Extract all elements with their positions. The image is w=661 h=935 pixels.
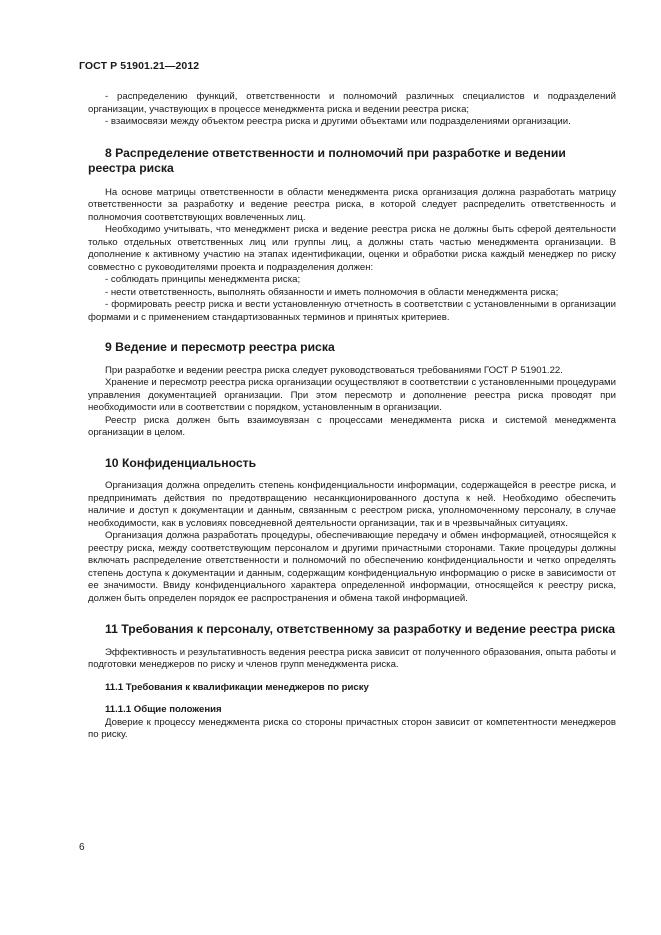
section-11-paragraph: Эффективность и результативность ведения реестра риска зависит от полученного образования, опыта работы и подготовки менеджеров по риску и членов групп менеджмента риска. [88, 646, 616, 670]
subsection-11-1-1-paragraph: Доверие к процессу менеджмента риска со стороны причастных сторон зависит от компетентности менеджеров по риску. [88, 716, 616, 740]
section-10-paragraph: Организация должна определить степень конфиденциальности информации, содержащейся в реестре риска, и предпринимать действия по предотвращению несанкционированного доступа к ней. Необходимо обеспечить наличие и доступ к документации и данным, связанным с реестром риска, уполномоченному персоналу, в случае необходимости, как в условиях повседневной деятельности организации, так и в чрезвычайных ситуациях. [88, 480, 616, 529]
section-9-paragraph: Реестр риска должен быть взаимоувязан с процессами менеджмента риска и системой менеджмента организации в целом. [88, 414, 616, 438]
section-8-paragraph: Необходимо учитывать, что менеджмент риска и ведение реестра риска не должны быть сферой деятельности только отдельных ответственных лиц или группы лиц, а должны стать частью менеджмента организации. В дополнение к активному участию на этапах идентификации, оценки и обработки риска каждый менеджер по риску совместно с руководителями проекта и подразделения должен: [88, 224, 616, 273]
page-number: 6 [79, 842, 85, 853]
intro-list-item: - распределению функций, ответственности и полномочий различных специалистов и подразделений организации, участвующих в процессе менеджмента риска и ведении реестра риска; [88, 91, 616, 115]
section-8-list-item: - формировать реестр риска и вести установленную отчетность в соответствии с установленными в организации формами и с применением стандартизованных терминов и принятых критериев. [88, 299, 616, 323]
section-11-heading: 11 Требования к персоналу, ответственному за разработку и ведение реестра риска [105, 622, 616, 636]
section-8-paragraph: На основе матрицы ответственности в области менеджмента риска организация должна разработать матрицу ответственности за разработку и ведение реестра риска, в которой следует распределить ответственность и полномочия соответствующих вовлеченных лиц. [88, 186, 616, 223]
intro-list-item: - взаимосвязи между объектом реестра риска и другими объектами или подразделениями организации. [105, 116, 571, 127]
subsection-11-1-1-heading: 11.1.1 Общие положения [105, 704, 222, 715]
section-8-heading: 8 Распределение ответственности и полномочий при разработке и ведении реестра риска [88, 145, 566, 175]
section-8-list-item: - нести ответственность, выполнять обязанности и иметь полномочия в области менеджмента риска; [105, 286, 559, 298]
section-9-paragraph: Хранение и пересмотр реестра риска организации осуществляют в соответствии с установленными процедурами управления документацией организации. При этом пересмотр и дополнение реестра риска проводят при необходимости или в соответствии с порядком, установленным в организации. [88, 377, 616, 413]
section-10-paragraph: Организация должна разработать процедуры, обеспечивающие передачу и обмен информацией, относящейся к реестру риска, между соответствующим персоналом и другими причастными сторонами. Такие процедуры должны включать распределение ответственности и полномочий по обеспечению конфиденциальности и четко определять степень доступа к документации и данным, содержащим конфиденциальную информацию о риске в зависимости от ее значимости. Ввиду конфиденциального характера определенной информации, относящейся к реестру риска, должен быть определен порядок ее распространения и обмена такой информацией. [88, 530, 616, 604]
section-9-paragraph: При разработке и ведении реестра риска следует руководствоваться требованиями ГОСТ Р 51901.22. [105, 364, 563, 376]
document-header: ГОСТ Р 51901.21—2012 [79, 60, 200, 72]
page-content [88, 91, 616, 742]
section-8-list-item: - соблюдать принципы менеджмента риска; [105, 274, 301, 285]
section-10-heading: 10 Конфиденциальность [105, 455, 257, 470]
subsection-11-1-heading: 11.1 Требования к квалификации менеджеров по риску [105, 681, 369, 693]
section-9-heading: 9 Ведение и пересмотр реестра риска [105, 340, 335, 354]
